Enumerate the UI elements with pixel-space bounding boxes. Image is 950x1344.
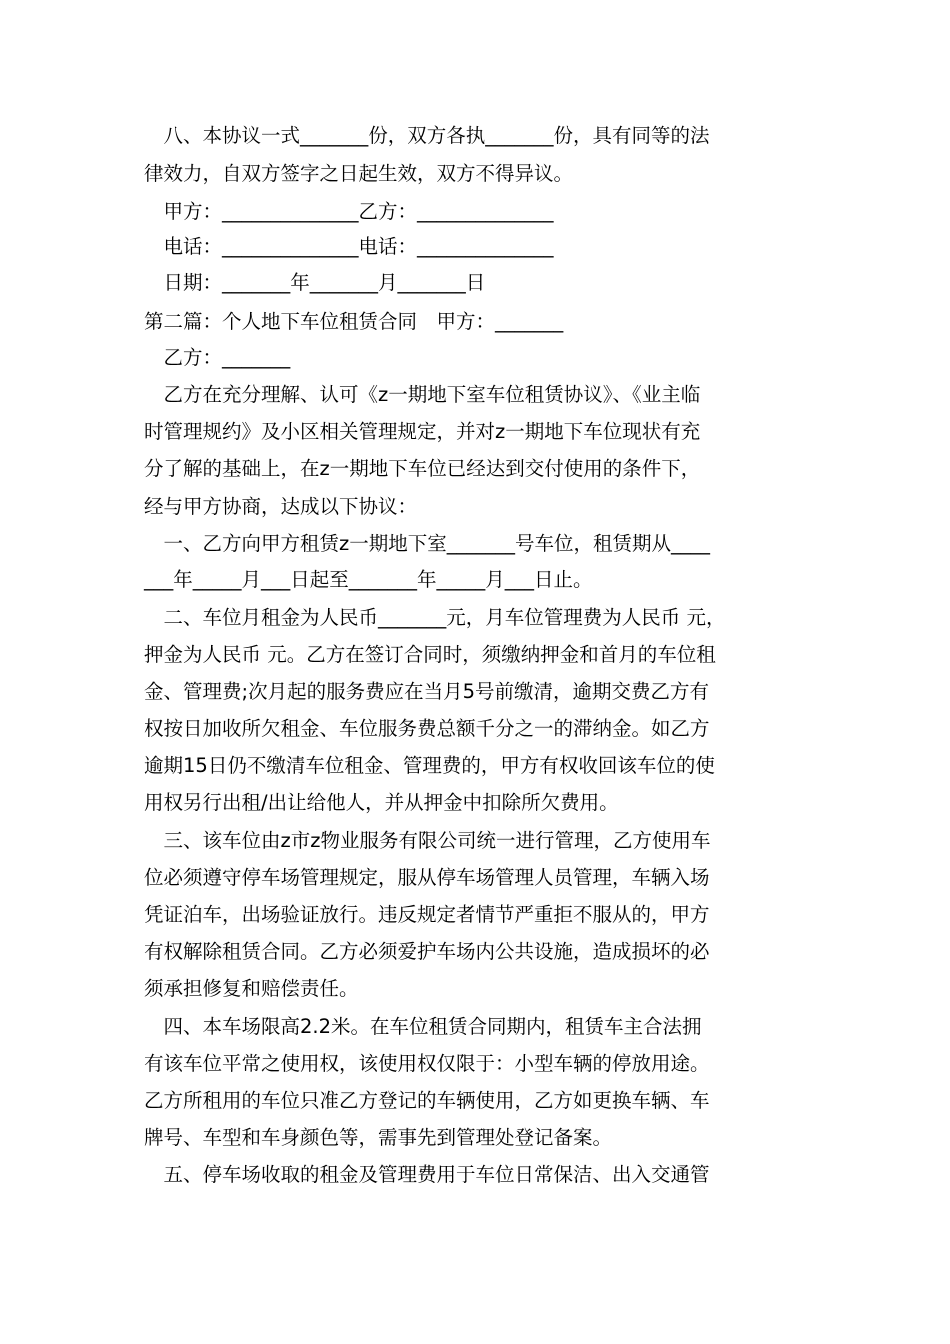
text-line: 牌号、车型和车身颜色等，需事先到管理处登记备案。 — [144, 1126, 613, 1149]
text-line: 甲方：______________乙方：______________ — [144, 200, 554, 223]
text-line: 押金为人民币 元。乙方在签订合同时，须缴纳押金和首月的车位租 — [144, 643, 716, 666]
text-line: 四、本车场限高2.2米。在车位租赁合同期内，租赁车主合法拥 — [144, 1015, 702, 1038]
text-line: 凭证泊车，出场验证放行。违反规定者情节严重拒不服从的，甲方 — [144, 903, 710, 926]
text-line: 一、乙方向甲方租赁z一期地下室_______号车位，租赁期从____ — [144, 532, 710, 555]
text-line: 权按日加收所欠租金、车位服务费总额千分之一的滞纳金。如乙方 — [144, 717, 710, 740]
text-line: 乙方在充分理解、认可《z一期地下室车位租赁协议》、《业主临 — [144, 383, 701, 406]
text-line: 五、停车场收取的租金及管理费用于车位日常保洁、出入交通管 — [144, 1163, 710, 1186]
text-line: 有权解除租赁合同。乙方必须爱护车场内公共设施，造成损坏的必 — [144, 940, 710, 963]
text-line: 位必须遵守停车场管理规定，服从停车场管理人员管理，车辆入场 — [144, 866, 710, 889]
text-line: ___年_____月___日起至_______年_____月___日止。 — [144, 568, 593, 591]
text-line: 律效力，自双方签字之日起生效，双方不得异议。 — [144, 162, 574, 185]
section-title: 第二篇：个人地下车位租赁合同 甲方：_______ — [144, 310, 564, 333]
text-line: 有该车位平常之使用权，该使用权仅限于：小型车辆的停放用途。 — [144, 1052, 710, 1075]
text-line: 分了解的基础上，在z一期地下车位已经达到交付使用的条件下， — [144, 457, 701, 480]
text-line: 须承担修复和赔偿责任。 — [144, 977, 359, 1000]
text-line: 八、本协议一式_______份，双方各执_______份，具有同等的法 — [144, 124, 710, 147]
text-line: 时管理规约》及小区相关管理规定，并对z一期地下车位现状有充 — [144, 420, 701, 443]
text-line: 电话：______________电话：______________ — [144, 235, 554, 258]
text-line: 逾期15日仍不缴清车位租金、管理费的，甲方有权收回该车位的使 — [144, 754, 715, 777]
text-line: 乙方所租用的车位只准乙方登记的车辆使用，乙方如更换车辆、车 — [144, 1089, 710, 1112]
text-line: 日期：_______年_______月_______日 — [144, 271, 486, 294]
text-line: 经与甲方协商，达成以下协议： — [144, 495, 418, 518]
text-line: 金、管理费;次月起的服务费应在当月5号前缴清，逾期交费乙方有 — [144, 680, 709, 703]
text-line: 二、车位月租金为人民币_______元，月车位管理费为人民币 元， — [144, 606, 726, 629]
text-line: 用权另行出租/出让给他人，并从押金中扣除所欠费用。 — [144, 791, 619, 814]
text-line: 乙方：_______ — [144, 346, 291, 369]
text-line: 三、该车位由z市z物业服务有限公司统一进行管理，乙方使用车 — [144, 829, 711, 852]
